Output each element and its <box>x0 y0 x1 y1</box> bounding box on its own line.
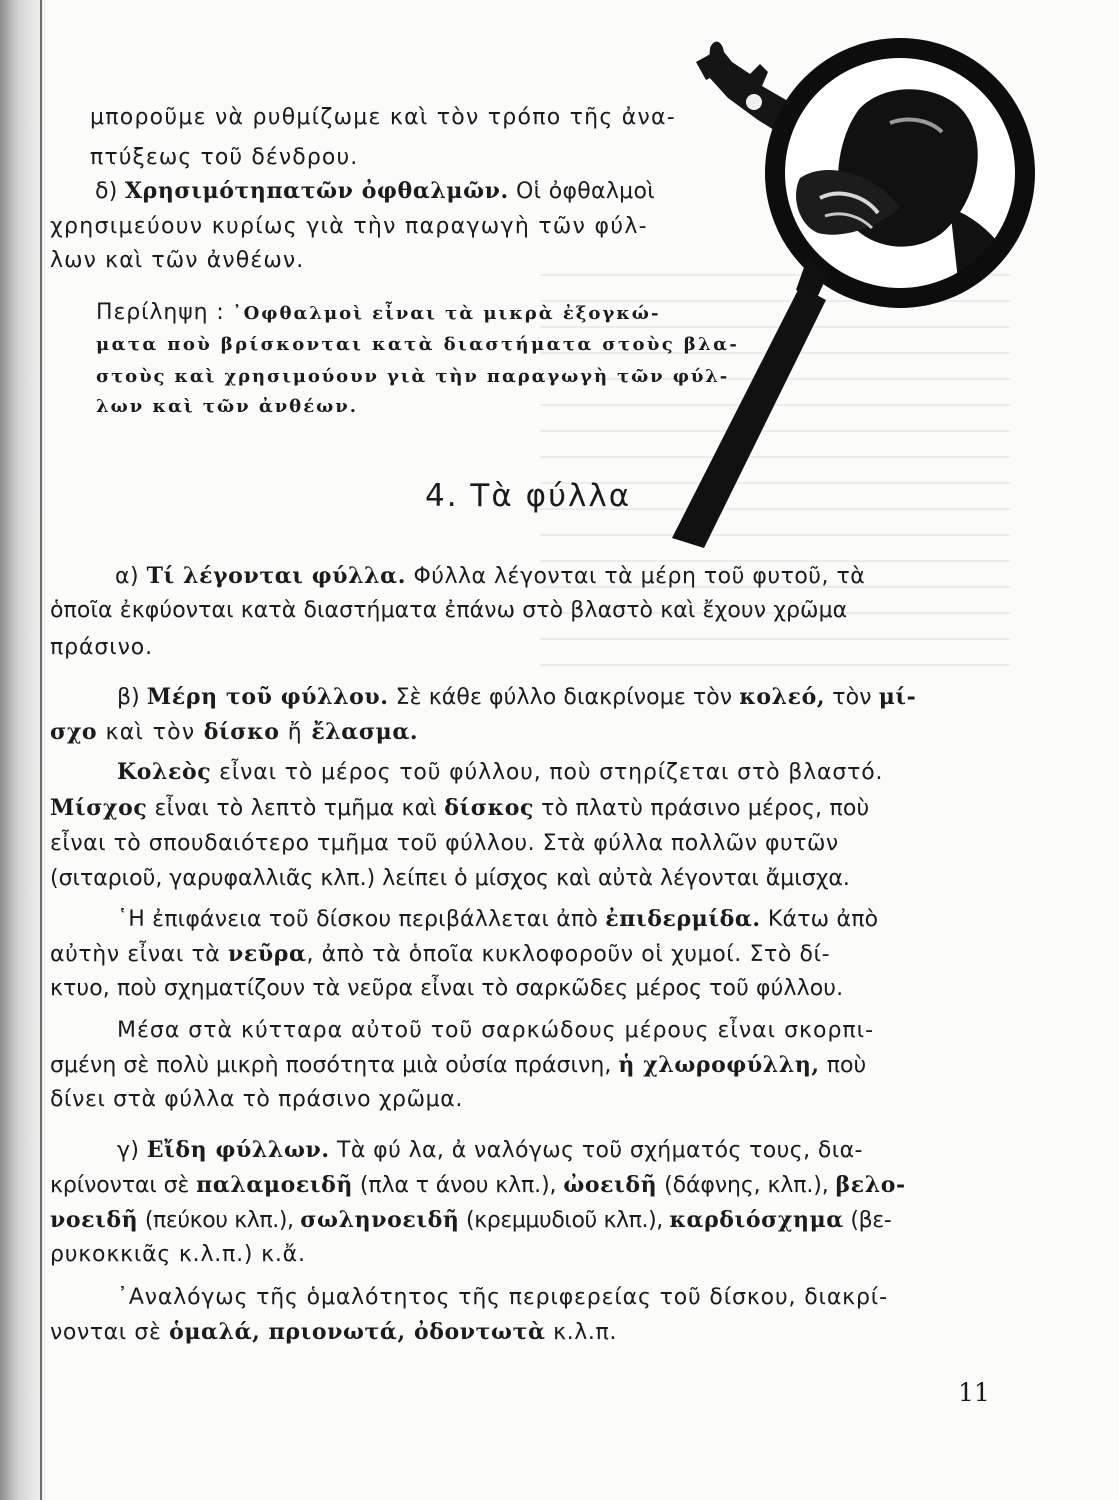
gamma-title: Εἴδη φύλλων. <box>146 1137 330 1163</box>
summary-label: Περίληψη : <box>96 300 233 325</box>
magnifying-glass-icon <box>650 28 1050 563</box>
beta-line-1 <box>117 682 916 713</box>
term-epidermida: ἐπιδερμίδα. <box>605 906 761 932</box>
beta-text-2: τὸν <box>825 685 879 710</box>
para4-text-1: νονται σὲ <box>50 1320 170 1345</box>
page-number: 11 <box>958 1378 990 1407</box>
beta-text-1: Σὲ κάθε φύλλο διακρίνομε τὸν <box>388 685 740 710</box>
section-heading: 4. Τὰ φύλλα <box>425 478 632 514</box>
gamma-label: γ) <box>117 1138 147 1163</box>
gamma-text-6: (κρεμμυδιοῦ κλπ.), <box>459 1208 670 1233</box>
para1-line-1 <box>117 757 883 788</box>
gamma-text-3: (πλα τ άνου κλπ.), <box>353 1173 564 1198</box>
term-diskos: δίσκος <box>444 795 534 821</box>
para1-text-1: εἶναι τὸ μέρος τοῦ φύλλου, ποὺ στηρίζεται στὸ βλαστό. <box>211 760 884 785</box>
para3-line-3: δίνει στὰ φύλλα τὸ πράσινο χρῶμα. <box>50 1087 463 1112</box>
beta-line-2 <box>50 717 418 748</box>
gamma-line-1 <box>117 1135 863 1166</box>
gamma-line-4: ρυκοκκιᾶς κ.λ.π.) κ.ἄ. <box>50 1242 306 1267</box>
alpha-line-1 <box>115 561 865 592</box>
summary-text-1: ᾿Οφθαλμοὶ εἶναι τὰ μικρὰ ἐξογκώ- <box>232 303 661 324</box>
para4-line-2 <box>50 1317 617 1348</box>
para1-line-2 <box>50 793 869 824</box>
beta-text-4: ἤ <box>279 720 312 745</box>
para2-line-2 <box>50 939 830 970</box>
para2-text-1: ῾Η ἐπιφάνεια τοῦ δίσκου περιβάλλεται ἀπὸ <box>117 907 606 932</box>
beta-label: β) <box>117 685 147 710</box>
gamma-text-7: (βε- <box>843 1208 892 1233</box>
alpha-text-1: Φύλλα λέγονται τὰ μέρη τοῦ φυτοῦ, τὰ <box>405 564 866 589</box>
para4-text-2: κ.λ.π. <box>545 1320 617 1345</box>
term-neura: νεῦρα <box>228 941 307 967</box>
para3-text-2: ποὺ <box>819 1053 867 1078</box>
gamma-text-1: Τὰ φύ λα, ἀ ναλόγως τοῦ σχήματός τους, δια- <box>329 1138 863 1163</box>
para3-text-1: σμένη σὲ πολὺ μικρὴ ποσότητα μιὰ οὐσία πράσινη, <box>50 1053 619 1078</box>
para1-text-3: τὸ πλατὺ πράσινο μέρος, ποὺ <box>533 796 870 821</box>
summary-line-2: ματα ποὺ βρίσκονται κατὰ διαστήματα στοὺς βλα- <box>96 334 740 355</box>
gamma-text-4: (δάφνης, κλπ.), <box>657 1173 836 1198</box>
term-kardiosxima: καρδιόσχημα <box>669 1207 844 1233</box>
delta-line-3: λων καὶ τῶν ἀνθέων. <box>50 248 305 273</box>
para1-text-2: εἶναι τὸ λεπτὸ τμῆμα καὶ <box>147 796 445 821</box>
para2-line-1 <box>117 904 878 935</box>
alpha-title: Τί λέγονται φύλλα. <box>146 563 406 589</box>
beta-term-mischos-start: μί- <box>878 684 917 710</box>
delta-text-1: Οἱ ὀφθαλμοὶ <box>508 179 655 204</box>
alpha-line-3: πράσινο. <box>50 635 154 660</box>
delta-line-2: χρησιμεύουν κυρίως γιὰ τὴν παραγωγὴ τῶν φύλ- <box>50 214 648 239</box>
beta-title: Μέρη τοῦ φύλλου. <box>146 684 389 710</box>
para2-line-3: κτυο, ποὺ σχηματίζουν τὰ νεῦρα εἶναι τὸ σαρκῶδες μέρος τοῦ φύλλου. <box>50 976 844 1001</box>
intro-line-1: μποροῦμε νὰ ρυθμίζωμε καὶ τὸν τρόπο τῆς ἀνα- <box>90 105 676 130</box>
intro-line-2: πτύξεως τοῦ δένδρου. <box>90 145 359 170</box>
beta-text-3: καὶ τὸν <box>97 720 204 745</box>
term-beloneidi-start: βελο- <box>835 1172 906 1198</box>
summary-line-3: στοὺς καὶ χρησιμούουν γιὰ τὴν παραγωγὴ τῶν φύλ- <box>96 366 730 387</box>
beta-term-elasma: ἔλασμα. <box>311 719 419 745</box>
term-ooeidi: ὠοειδῆ <box>563 1172 658 1198</box>
delta-line-1 <box>95 176 655 207</box>
para1-line-4: (σιταριοῦ, γαρυφαλλιᾶς κλπ.) λείπει ὁ μίσχος καὶ αὐτὰ λέγονται ἄμισχα. <box>50 866 850 891</box>
term-beloneidi-end: νοειδῆ <box>50 1207 139 1233</box>
gamma-line-2 <box>50 1170 906 1201</box>
alpha-line-2: ὁποῖα ἐκφύονται κατὰ διαστήματα ἐπάνω στὸ βλαστὸ καὶ ἔχουν χρῶμα <box>50 598 848 623</box>
beta-term-diskos: δίσκο <box>203 719 280 745</box>
para2-text-2: Κάτω ἀπὸ <box>760 907 879 932</box>
para1-line-3: εἶναι τὸ σπουδαιότερο τμῆμα τοῦ φύλλου. Στὰ φύλλα πολλῶν φυτῶν <box>50 831 839 856</box>
para3-line-2 <box>50 1050 866 1081</box>
term-edge-types: ὁμαλά, πριονωτά, ὀδοντωτὰ <box>169 1319 546 1345</box>
summary-line-1 <box>96 298 660 329</box>
para2-text-4: , ἀπὸ τὰ ὁποῖα κυκλοφοροῦν οἱ χυμοί. Στὸ δί- <box>306 942 831 967</box>
para3-line-1: Μέσα στὰ κύτταρα αὐτοῦ τοῦ σαρκώδους μέρους εἶναι σκορπι- <box>117 1018 875 1043</box>
para2-text-3: αὐτὴν εἶναι τὰ <box>50 942 229 967</box>
gamma-line-3 <box>50 1205 891 1236</box>
para4-line-1: ᾿Αναλόγως τῆς ὁμαλότητος τῆς περιφερείας τοῦ δίσκου, διακρί- <box>117 1285 888 1310</box>
gamma-text-5: (πεύκου κλπ.), <box>138 1208 301 1233</box>
gamma-text-2: κρίνονται σὲ <box>50 1173 197 1198</box>
term-palamoeidi: παλαμοειδῆ <box>196 1172 353 1198</box>
delta-title: Χρησιμότηπατῶν ὀφθαλμῶν. <box>124 178 509 204</box>
summary-line-4: λων καὶ τῶν ἀνθέων. <box>96 396 359 417</box>
term-mischos: Μίσχος <box>50 795 148 821</box>
beta-term-koleos: κολεό, <box>739 684 826 710</box>
alpha-label: α) <box>115 564 147 589</box>
term-solinoeidi: σωληνοειδῆ <box>300 1207 460 1233</box>
term-koleos: Κολεὸς <box>117 759 212 785</box>
beta-term-mischos-end: σχο <box>50 719 98 745</box>
term-chlorophyll: ἡ χλωροφύλλη, <box>618 1052 820 1078</box>
delta-label: δ) <box>95 179 125 204</box>
